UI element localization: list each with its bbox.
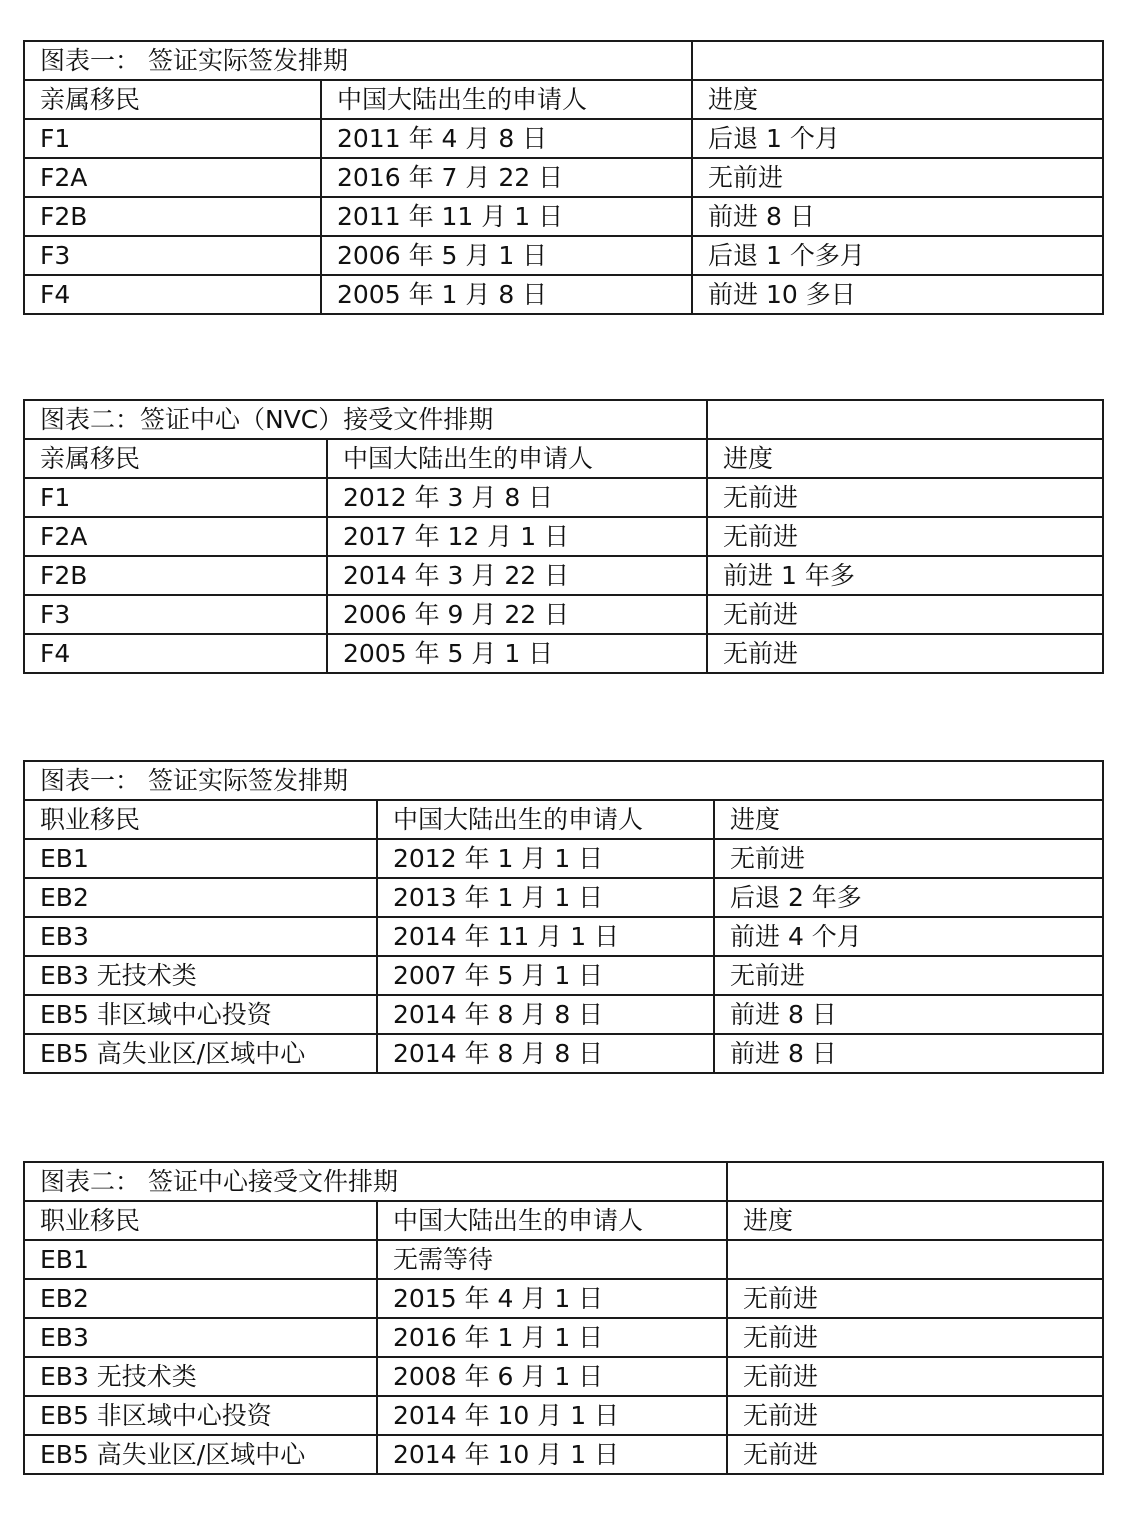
category-cell: F2A	[24, 158, 321, 197]
progress-cell: 无前进	[727, 1435, 1103, 1474]
category-cell: EB5 非区域中心投资	[24, 1396, 377, 1435]
column-header-progress: 进度	[692, 80, 1103, 119]
column-header-category: 亲属移民	[24, 439, 327, 478]
table-title-row	[24, 761, 1103, 800]
category-cell: F1	[24, 119, 321, 158]
progress-cell: 前进 8 日	[714, 995, 1103, 1034]
table-row	[24, 517, 1103, 556]
table-title: 图表一： 签证实际签发排期	[24, 761, 1103, 800]
date-cell: 2006 年 5 月 1 日	[321, 236, 692, 275]
progress-cell: 前进 1 年多	[707, 556, 1103, 595]
date-cell: 2011 年 4 月 8 日	[321, 119, 692, 158]
progress-cell: 无前进	[727, 1318, 1103, 1357]
progress-cell: 无前进	[727, 1279, 1103, 1318]
table-title: 图表一： 签证实际签发排期	[24, 41, 692, 80]
category-cell: F2B	[24, 197, 321, 236]
table-row	[24, 1279, 1103, 1318]
table-title: 图表二：签证中心（NVC）接受文件排期	[24, 400, 707, 439]
column-header-progress: 进度	[714, 800, 1103, 839]
category-cell: EB3	[24, 917, 377, 956]
progress-cell: 无前进	[707, 595, 1103, 634]
date-cell: 2014 年 8 月 8 日	[377, 995, 714, 1034]
table-row	[24, 1435, 1103, 1474]
category-cell: EB2	[24, 878, 377, 917]
category-cell: F2B	[24, 556, 327, 595]
category-cell: F1	[24, 478, 327, 517]
category-cell: EB3 无技术类	[24, 1357, 377, 1396]
table-title-row	[24, 41, 1103, 80]
date-cell: 2016 年 1 月 1 日	[377, 1318, 727, 1357]
table-row	[24, 595, 1103, 634]
table-title-row	[24, 400, 1103, 439]
date-cell: 2005 年 1 月 8 日	[321, 275, 692, 314]
progress-cell: 后退 1 个多月	[692, 236, 1103, 275]
table-row	[24, 1318, 1103, 1357]
table-row	[24, 197, 1103, 236]
category-cell: F4	[24, 634, 327, 673]
date-cell: 2016 年 7 月 22 日	[321, 158, 692, 197]
category-cell: F3	[24, 595, 327, 634]
table-row	[24, 956, 1103, 995]
category-cell: EB5 高失业区/区域中心	[24, 1034, 377, 1073]
category-cell: EB5 高失业区/区域中心	[24, 1435, 377, 1474]
progress-cell: 无前进	[707, 478, 1103, 517]
category-cell: F4	[24, 275, 321, 314]
table-row	[24, 1357, 1103, 1396]
date-cell: 2013 年 1 月 1 日	[377, 878, 714, 917]
table-header-row	[24, 80, 1103, 119]
progress-cell: 无前进	[714, 956, 1103, 995]
date-cell: 2014 年 11 月 1 日	[377, 917, 714, 956]
table-row	[24, 878, 1103, 917]
category-cell: EB2	[24, 1279, 377, 1318]
category-cell: F2A	[24, 517, 327, 556]
date-cell: 2011 年 11 月 1 日	[321, 197, 692, 236]
table-cell	[692, 41, 1103, 80]
category-cell: EB5 非区域中心投资	[24, 995, 377, 1034]
category-cell: EB3	[24, 1318, 377, 1357]
category-cell: EB1	[24, 1240, 377, 1279]
visa-issuance-table-family	[23, 40, 1104, 315]
column-header-category: 亲属移民	[24, 80, 321, 119]
table-row	[24, 119, 1103, 158]
column-header-progress: 进度	[707, 439, 1103, 478]
date-cell: 2014 年 10 月 1 日	[377, 1435, 727, 1474]
date-cell: 2012 年 1 月 1 日	[377, 839, 714, 878]
table-title: 图表二： 签证中心接受文件排期	[24, 1162, 727, 1201]
progress-cell	[727, 1240, 1103, 1279]
date-cell: 2014 年 8 月 8 日	[377, 1034, 714, 1073]
date-cell: 2006 年 9 月 22 日	[327, 595, 707, 634]
progress-cell: 前进 4 个月	[714, 917, 1103, 956]
table-row	[24, 1034, 1103, 1073]
column-header-applicant: 中国大陆出生的申请人	[377, 800, 714, 839]
table-cell	[727, 1162, 1103, 1201]
date-cell: 无需等待	[377, 1240, 727, 1279]
date-cell: 2012 年 3 月 8 日	[327, 478, 707, 517]
table-row	[24, 839, 1103, 878]
progress-cell: 后退 2 年多	[714, 878, 1103, 917]
visa-issuance-table-employment	[23, 760, 1104, 1074]
column-header-category: 职业移民	[24, 1201, 377, 1240]
progress-cell: 无前进	[714, 839, 1103, 878]
progress-cell: 后退 1 个月	[692, 119, 1103, 158]
date-cell: 2005 年 5 月 1 日	[327, 634, 707, 673]
table-row	[24, 634, 1103, 673]
date-cell: 2008 年 6 月 1 日	[377, 1357, 727, 1396]
table-cell	[707, 400, 1103, 439]
date-cell: 2014 年 3 月 22 日	[327, 556, 707, 595]
nvc-filing-table-family	[23, 399, 1104, 674]
progress-cell: 前进 8 日	[714, 1034, 1103, 1073]
table-row	[24, 917, 1103, 956]
column-header-applicant: 中国大陆出生的申请人	[327, 439, 707, 478]
progress-cell: 无前进	[727, 1357, 1103, 1396]
progress-cell: 无前进	[692, 158, 1103, 197]
column-header-progress: 进度	[727, 1201, 1103, 1240]
table-header-row	[24, 800, 1103, 839]
category-cell: EB3 无技术类	[24, 956, 377, 995]
progress-cell: 前进 8 日	[692, 197, 1103, 236]
table-title-row	[24, 1162, 1103, 1201]
table-row	[24, 1396, 1103, 1435]
category-cell: F3	[24, 236, 321, 275]
table-row	[24, 478, 1103, 517]
table-row	[24, 1240, 1103, 1279]
date-cell: 2014 年 10 月 1 日	[377, 1396, 727, 1435]
progress-cell: 无前进	[707, 517, 1103, 556]
date-cell: 2015 年 4 月 1 日	[377, 1279, 727, 1318]
table-row	[24, 275, 1103, 314]
date-cell: 2007 年 5 月 1 日	[377, 956, 714, 995]
table-header-row	[24, 439, 1103, 478]
table-header-row	[24, 1201, 1103, 1240]
category-cell: EB1	[24, 839, 377, 878]
table-row	[24, 995, 1103, 1034]
date-cell: 2017 年 12 月 1 日	[327, 517, 707, 556]
table-row	[24, 236, 1103, 275]
column-header-category: 职业移民	[24, 800, 377, 839]
column-header-applicant: 中国大陆出生的申请人	[321, 80, 692, 119]
column-header-applicant: 中国大陆出生的申请人	[377, 1201, 727, 1240]
progress-cell: 前进 10 多日	[692, 275, 1103, 314]
nvc-filing-table-employment	[23, 1161, 1104, 1475]
progress-cell: 无前进	[727, 1396, 1103, 1435]
table-row	[24, 556, 1103, 595]
table-row	[24, 158, 1103, 197]
progress-cell: 无前进	[707, 634, 1103, 673]
